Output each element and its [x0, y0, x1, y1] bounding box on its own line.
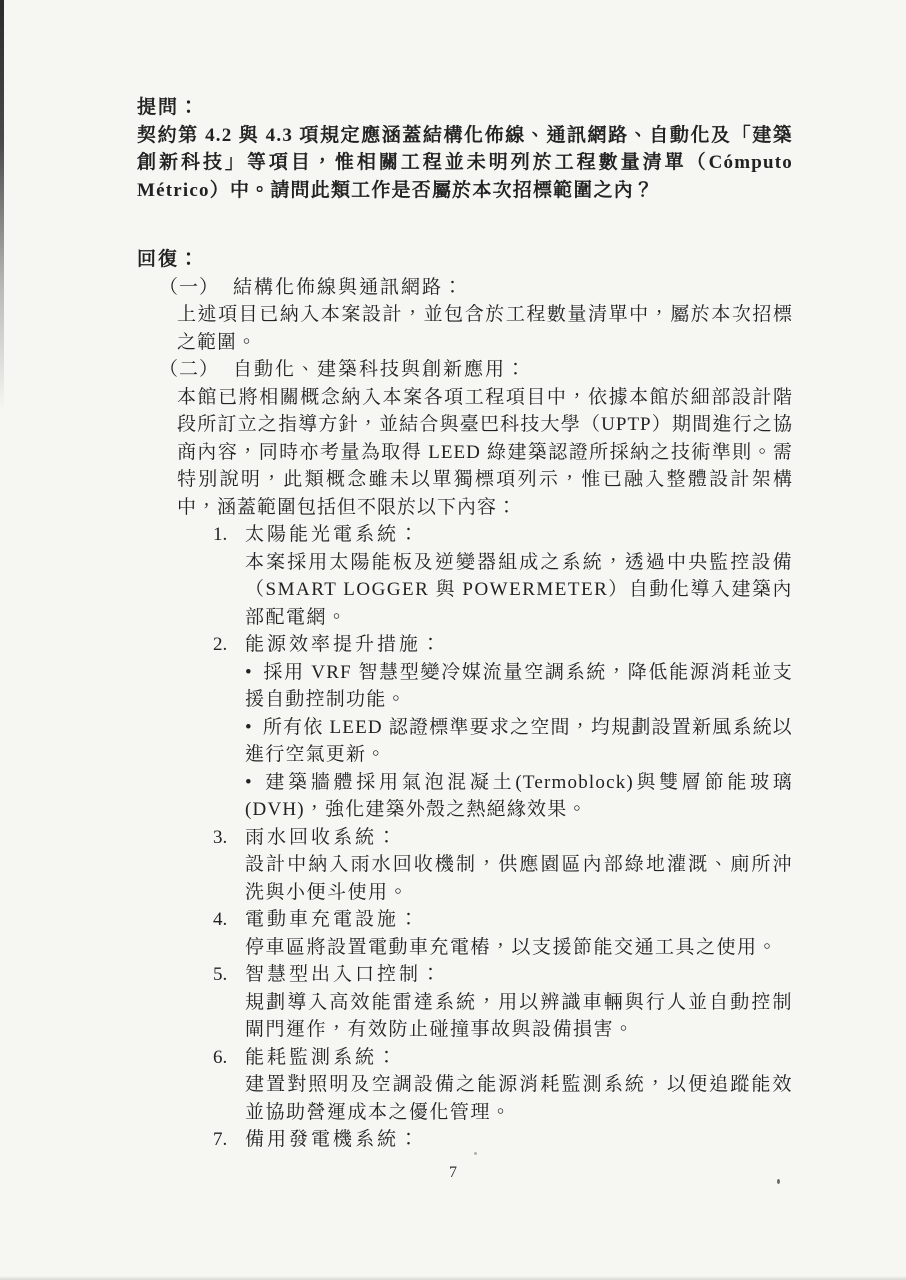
- list-item-title: 智慧型出入口控制：: [245, 964, 444, 985]
- list-item-4-heading: [137, 906, 793, 934]
- list-item-number: 5.: [213, 964, 228, 985]
- page-content: [137, 94, 793, 1154]
- list-item-7-heading: [137, 1126, 793, 1154]
- section-body: 上述項目已納入本案設計，並包含於工程數量清單中，屬於本次招標之範圍。: [177, 304, 793, 353]
- list-item-5-heading: [137, 961, 793, 989]
- bullet-icon: •: [245, 661, 253, 683]
- list-item-body: 設計中納入雨水回收機制，供應園區內部綠地灌溉、廁所沖洗與小便斗使用。: [245, 854, 793, 903]
- list-item-title: 雨水回收系統：: [245, 826, 400, 848]
- list-item-number: 3.: [213, 826, 228, 848]
- list-item-title: 能源效率提升措施：: [245, 634, 444, 655]
- bullet-text: 所有依 LEED 認證標準要求之空間，均規劃設置新風系統以進行空氣更新。: [245, 716, 793, 765]
- list-item-title: 電動車充電設施：: [245, 909, 422, 930]
- question-heading: 提問：: [137, 97, 201, 118]
- list-item-body: 本案採用太陽能板及逆變器組成之系統，透過中央監控設備（SMART LOGGER 與 POWERMETER）自動化導入建築內部配電網。: [245, 551, 793, 628]
- bullet-icon: •: [245, 771, 253, 793]
- list-item-number: 6.: [213, 1046, 228, 1068]
- section-label: （二）: [159, 359, 220, 380]
- page-number: 7: [449, 1164, 457, 1181]
- reply-section-2-heading: [137, 356, 793, 384]
- list-item-body: 規劃導入高效能雷達系統，用以辨識車輛與行人並自動控制閘門運作，有效防止碰撞事故與設備損害。: [245, 991, 793, 1040]
- bullet-text: 建築牆體採用氣泡混凝土(Termoblock)與雙層節能玻璃(DVH)，強化建築外殼之熱絕緣效果。: [245, 771, 793, 820]
- list-item-title: 太陽能光電系統：: [245, 524, 422, 545]
- section-title: 結構化佈線與通訊網路：: [233, 276, 465, 298]
- scanner-bottom-shadow: [0, 1276, 906, 1280]
- list-item-2-heading: [137, 631, 793, 659]
- bullet-text: 採用 VRF 智慧型變冷媒流量空調系統，降低能源消耗並支援自動控制功能。: [245, 661, 793, 710]
- list-item-body: 建置對照明及空調設備之能源消耗監測系統，以便追蹤能效並協助營運成本之優化管理。: [245, 1074, 793, 1123]
- question-body: 契約第 4.2 與 4.3 項規定應涵蓋結構化佈線、通訊網路、自動化及「建築創新科技」等項目，惟相關工程並未明列於工程數量清單（Cómputo Métrico）中。請問此類工作是否屬於本次招標範圍之內？: [137, 124, 793, 201]
- list-item-number: 1.: [213, 524, 228, 545]
- list-item-number: 7.: [213, 1129, 228, 1150]
- scanner-edge-artifact: [0, 0, 4, 410]
- section-label: （一）: [159, 276, 220, 298]
- section-title: 自動化、建築科技與創新應用：: [233, 359, 528, 380]
- list-item-body: 停車區將設置電動車充電樁，以支援節能交通工具之使用。: [245, 936, 779, 958]
- list-item-6-heading: [137, 1044, 793, 1072]
- reply-heading: 回復：: [137, 249, 201, 270]
- list-item-number: 4.: [213, 909, 228, 930]
- section-body: 本館已將相關概念納入本案各項工程項目中，依據本館於細部設計階段所訂立之指導方針，並結合與臺巴科技大學（UPTP）期間進行之協商內容，同時亦考量為取得 LEED 綠建築認證所採納之技術準則。需特別說明，此類概念雖未以單獨標項列示，惟已融入整體設計架構中，涵蓋範圍包括但不限於以下內容：: [177, 386, 793, 518]
- bullet-item: [245, 714, 793, 769]
- bullet-icon: •: [245, 716, 253, 738]
- list-item-title: 能耗監測系統：: [245, 1046, 400, 1068]
- list-item-1-heading: [137, 521, 793, 549]
- list-item-number: 2.: [213, 634, 228, 655]
- list-item-title: 備用發電機系統：: [245, 1129, 422, 1150]
- bullet-item: [245, 659, 793, 714]
- bullet-item: [245, 769, 793, 824]
- list-item-3-heading: [137, 824, 793, 852]
- reply-section-1-heading: [137, 274, 793, 302]
